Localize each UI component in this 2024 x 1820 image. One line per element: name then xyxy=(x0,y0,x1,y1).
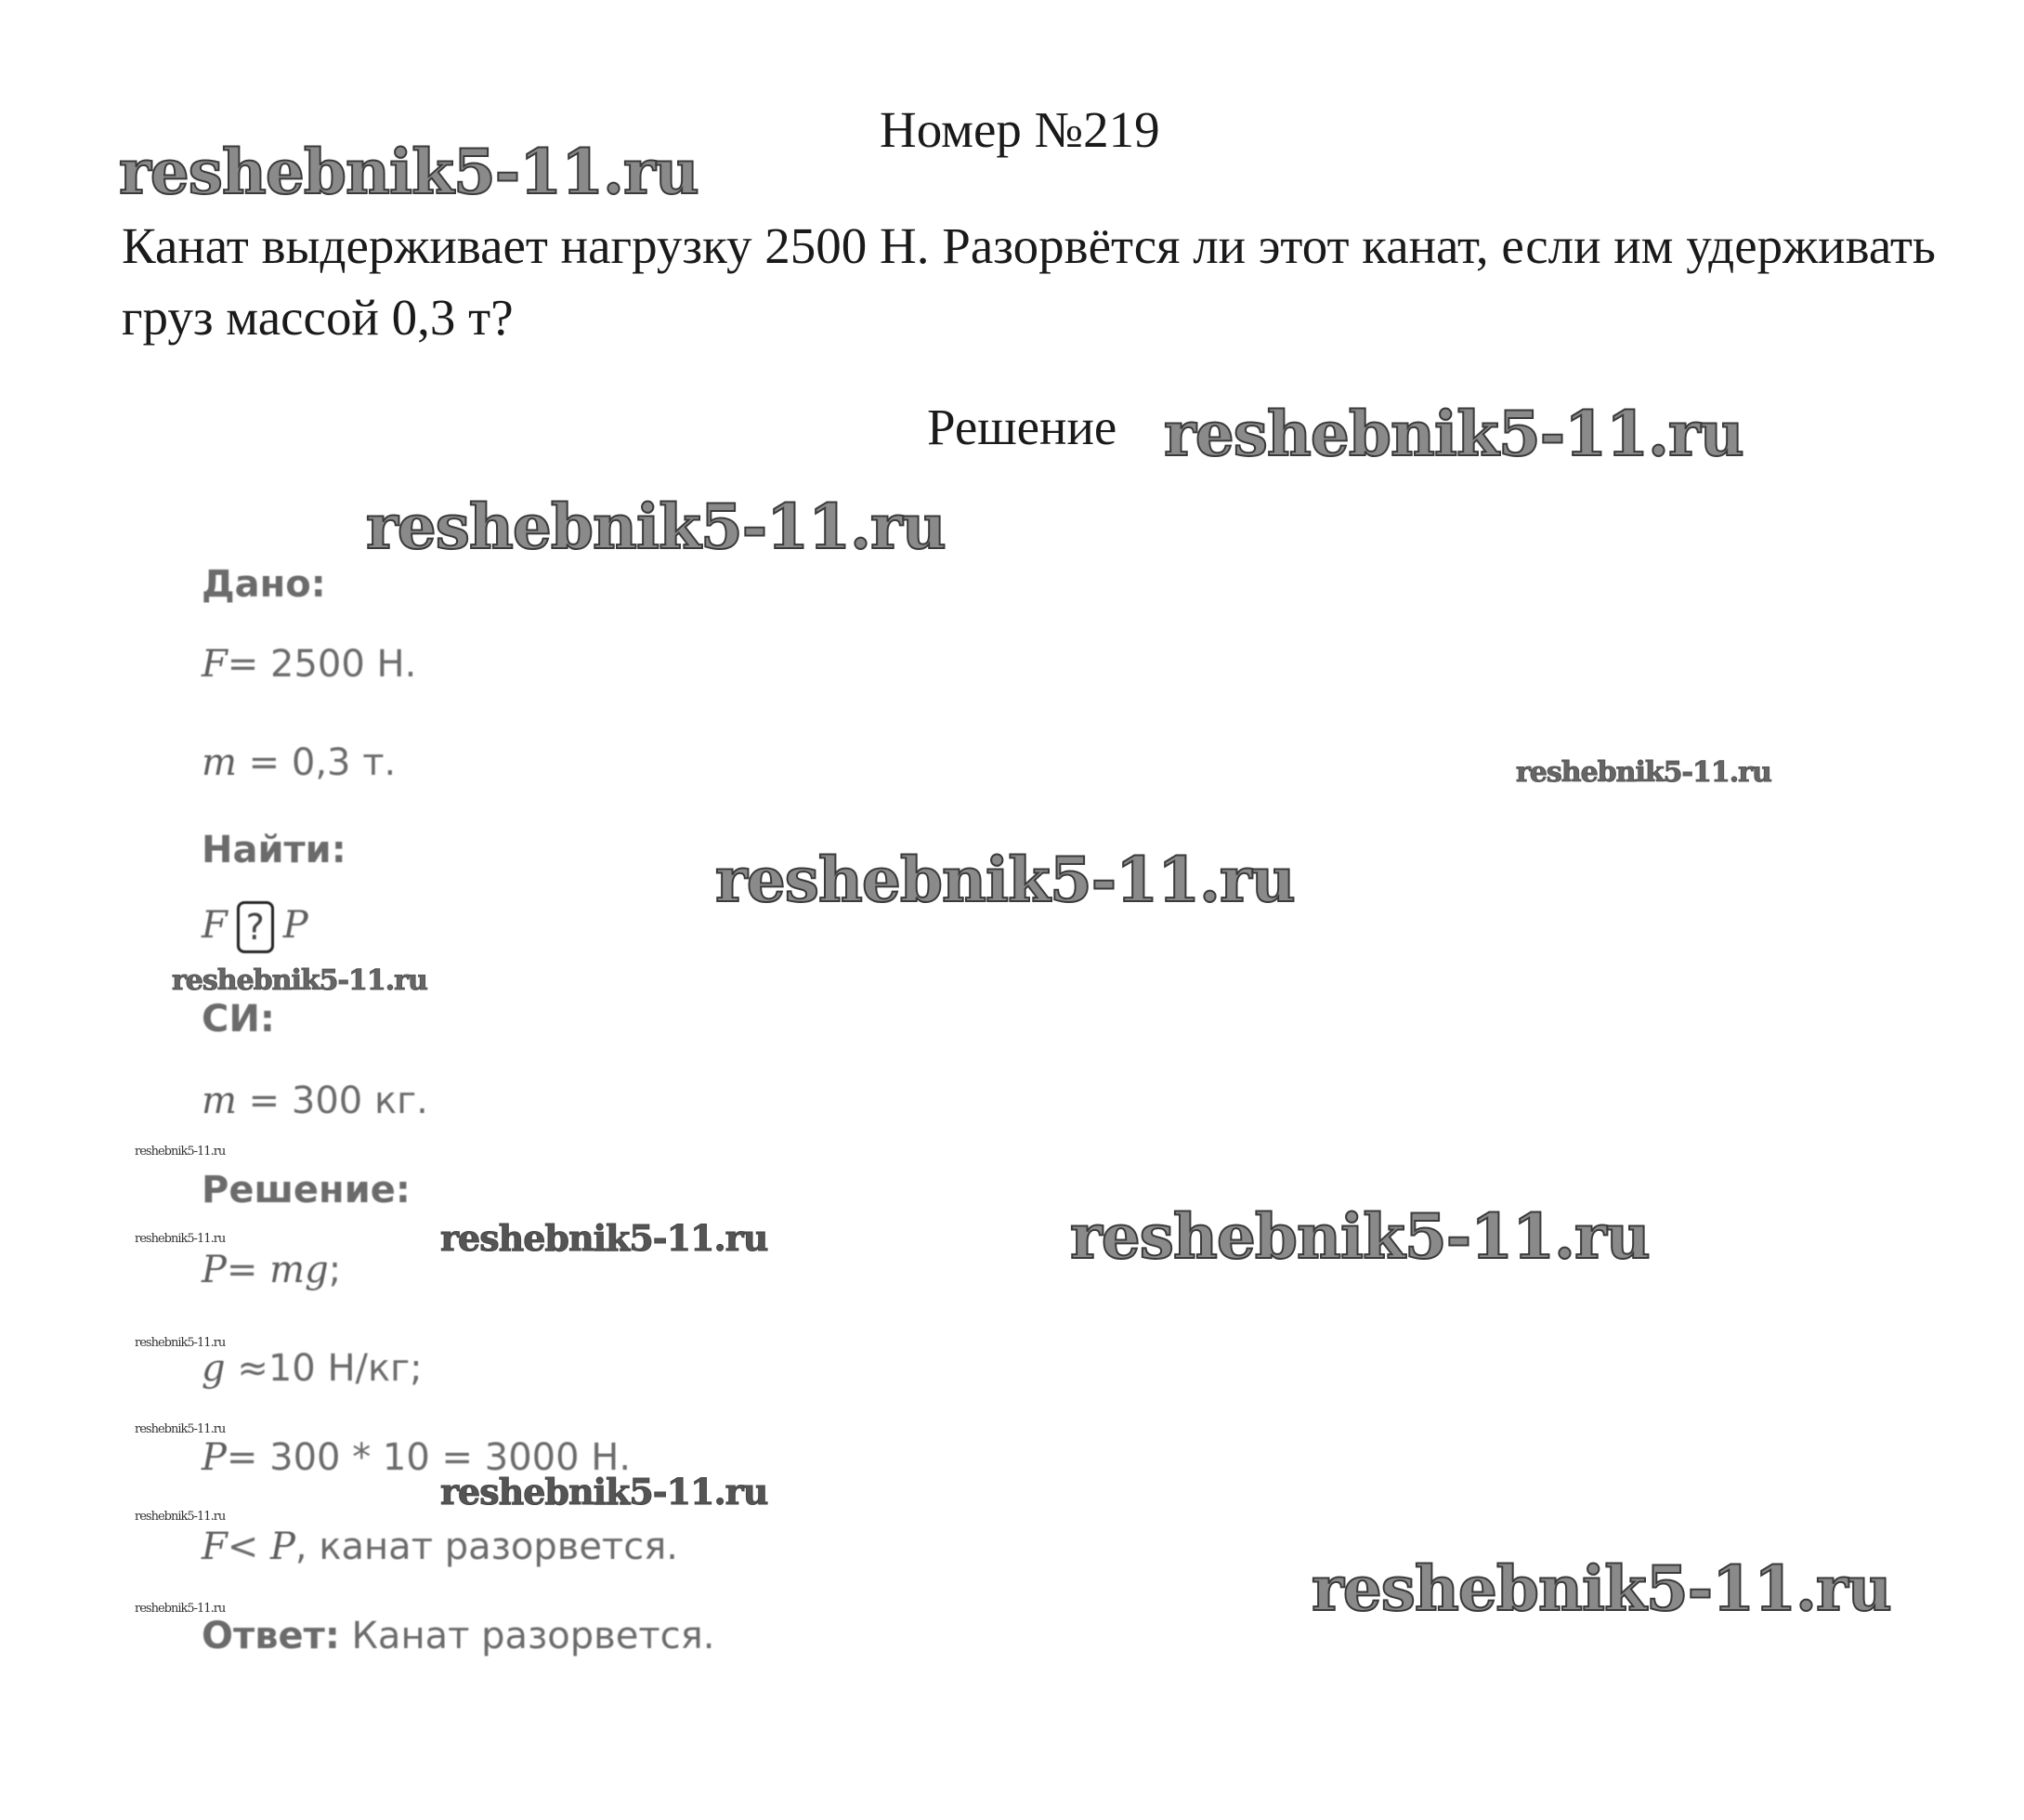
var-P: P xyxy=(202,1249,227,1291)
solution-g-line xyxy=(202,1347,423,1390)
watermark-right-middle: reshebnik5-11.ru xyxy=(1070,1200,1650,1273)
compare-conclusion: , канат разорвется. xyxy=(294,1525,678,1568)
given-force-value: = 2500 Н. xyxy=(227,643,417,686)
watermark-tiny-1: reshebnik5-11.ru xyxy=(135,1145,226,1159)
page-title: Номер №219 xyxy=(880,101,1160,158)
watermark-tiny-3: reshebnik5-11.ru xyxy=(135,1336,226,1350)
semicolon: ; xyxy=(328,1249,342,1291)
watermark-bottom-right: reshebnik5-11.ru xyxy=(1312,1552,1891,1625)
find-line xyxy=(202,901,308,953)
given-mass-line xyxy=(202,741,396,784)
var-P: P xyxy=(202,1436,227,1479)
si-label: СИ: xyxy=(202,998,275,1041)
watermark-solution-1: reshebnik5-11.ru xyxy=(440,1217,768,1259)
watermark-given-right: reshebnik5-11.ru xyxy=(1516,756,1771,789)
given-mass-value: = 0,3 т. xyxy=(236,741,397,784)
question-box: ? xyxy=(237,901,274,953)
watermark-tiny-6: reshebnik5-11.ru xyxy=(135,1602,226,1616)
si-mass-line xyxy=(202,1080,428,1122)
solution-label: Решение: xyxy=(202,1169,411,1211)
equals-sign: = xyxy=(226,1249,270,1291)
g-value: ≈10 Н/кг; xyxy=(225,1347,423,1390)
var-P: P xyxy=(270,1525,295,1568)
problem-statement: Канат выдерживает нагрузку 2500 Н. Разорвётся ли этот канат, если им удерживать груз массой 0,3 т? xyxy=(122,217,1936,346)
given-force-line xyxy=(202,643,416,686)
watermark-solution-heading: reshebnik5-11.ru xyxy=(1164,398,1743,470)
solution-formula-line xyxy=(202,1249,341,1291)
watermark-above-given: reshebnik5-11.ru xyxy=(366,491,946,563)
var-F: F xyxy=(202,1525,228,1568)
var-P: P xyxy=(282,904,308,947)
var-F: F xyxy=(202,643,228,686)
var-mg: mg xyxy=(269,1249,329,1291)
solution-heading: Решение xyxy=(927,399,1117,455)
watermark-tiny-4: reshebnik5-11.ru xyxy=(135,1422,226,1436)
solution-compare-line xyxy=(202,1525,678,1568)
watermark-tiny-2: reshebnik5-11.ru xyxy=(135,1232,226,1246)
answer-label: Ответ: xyxy=(202,1615,340,1657)
solution-calc-line xyxy=(202,1436,631,1479)
si-mass-value: = 300 кг. xyxy=(236,1080,428,1122)
calc-value: = 300 * 10 = 3000 Н. xyxy=(226,1436,632,1479)
var-m: m xyxy=(202,741,237,784)
less-than: < xyxy=(227,1525,270,1568)
answer-line xyxy=(202,1615,714,1657)
find-label: Найти: xyxy=(202,829,346,871)
given-label: Дано: xyxy=(202,563,326,606)
var-F: F xyxy=(202,904,228,947)
watermark-solution-2: reshebnik5-11.ru xyxy=(440,1471,768,1512)
watermark-tiny-5: reshebnik5-11.ru xyxy=(135,1510,226,1524)
watermark-top-left: reshebnik5-11.ru xyxy=(119,136,699,208)
var-g: g xyxy=(202,1347,226,1390)
var-m: m xyxy=(202,1080,237,1122)
watermark-si: reshebnik5-11.ru xyxy=(172,964,427,997)
watermark-middle: reshebnik5-11.ru xyxy=(715,844,1295,916)
answer-text: Канат разорвется. xyxy=(339,1615,715,1657)
